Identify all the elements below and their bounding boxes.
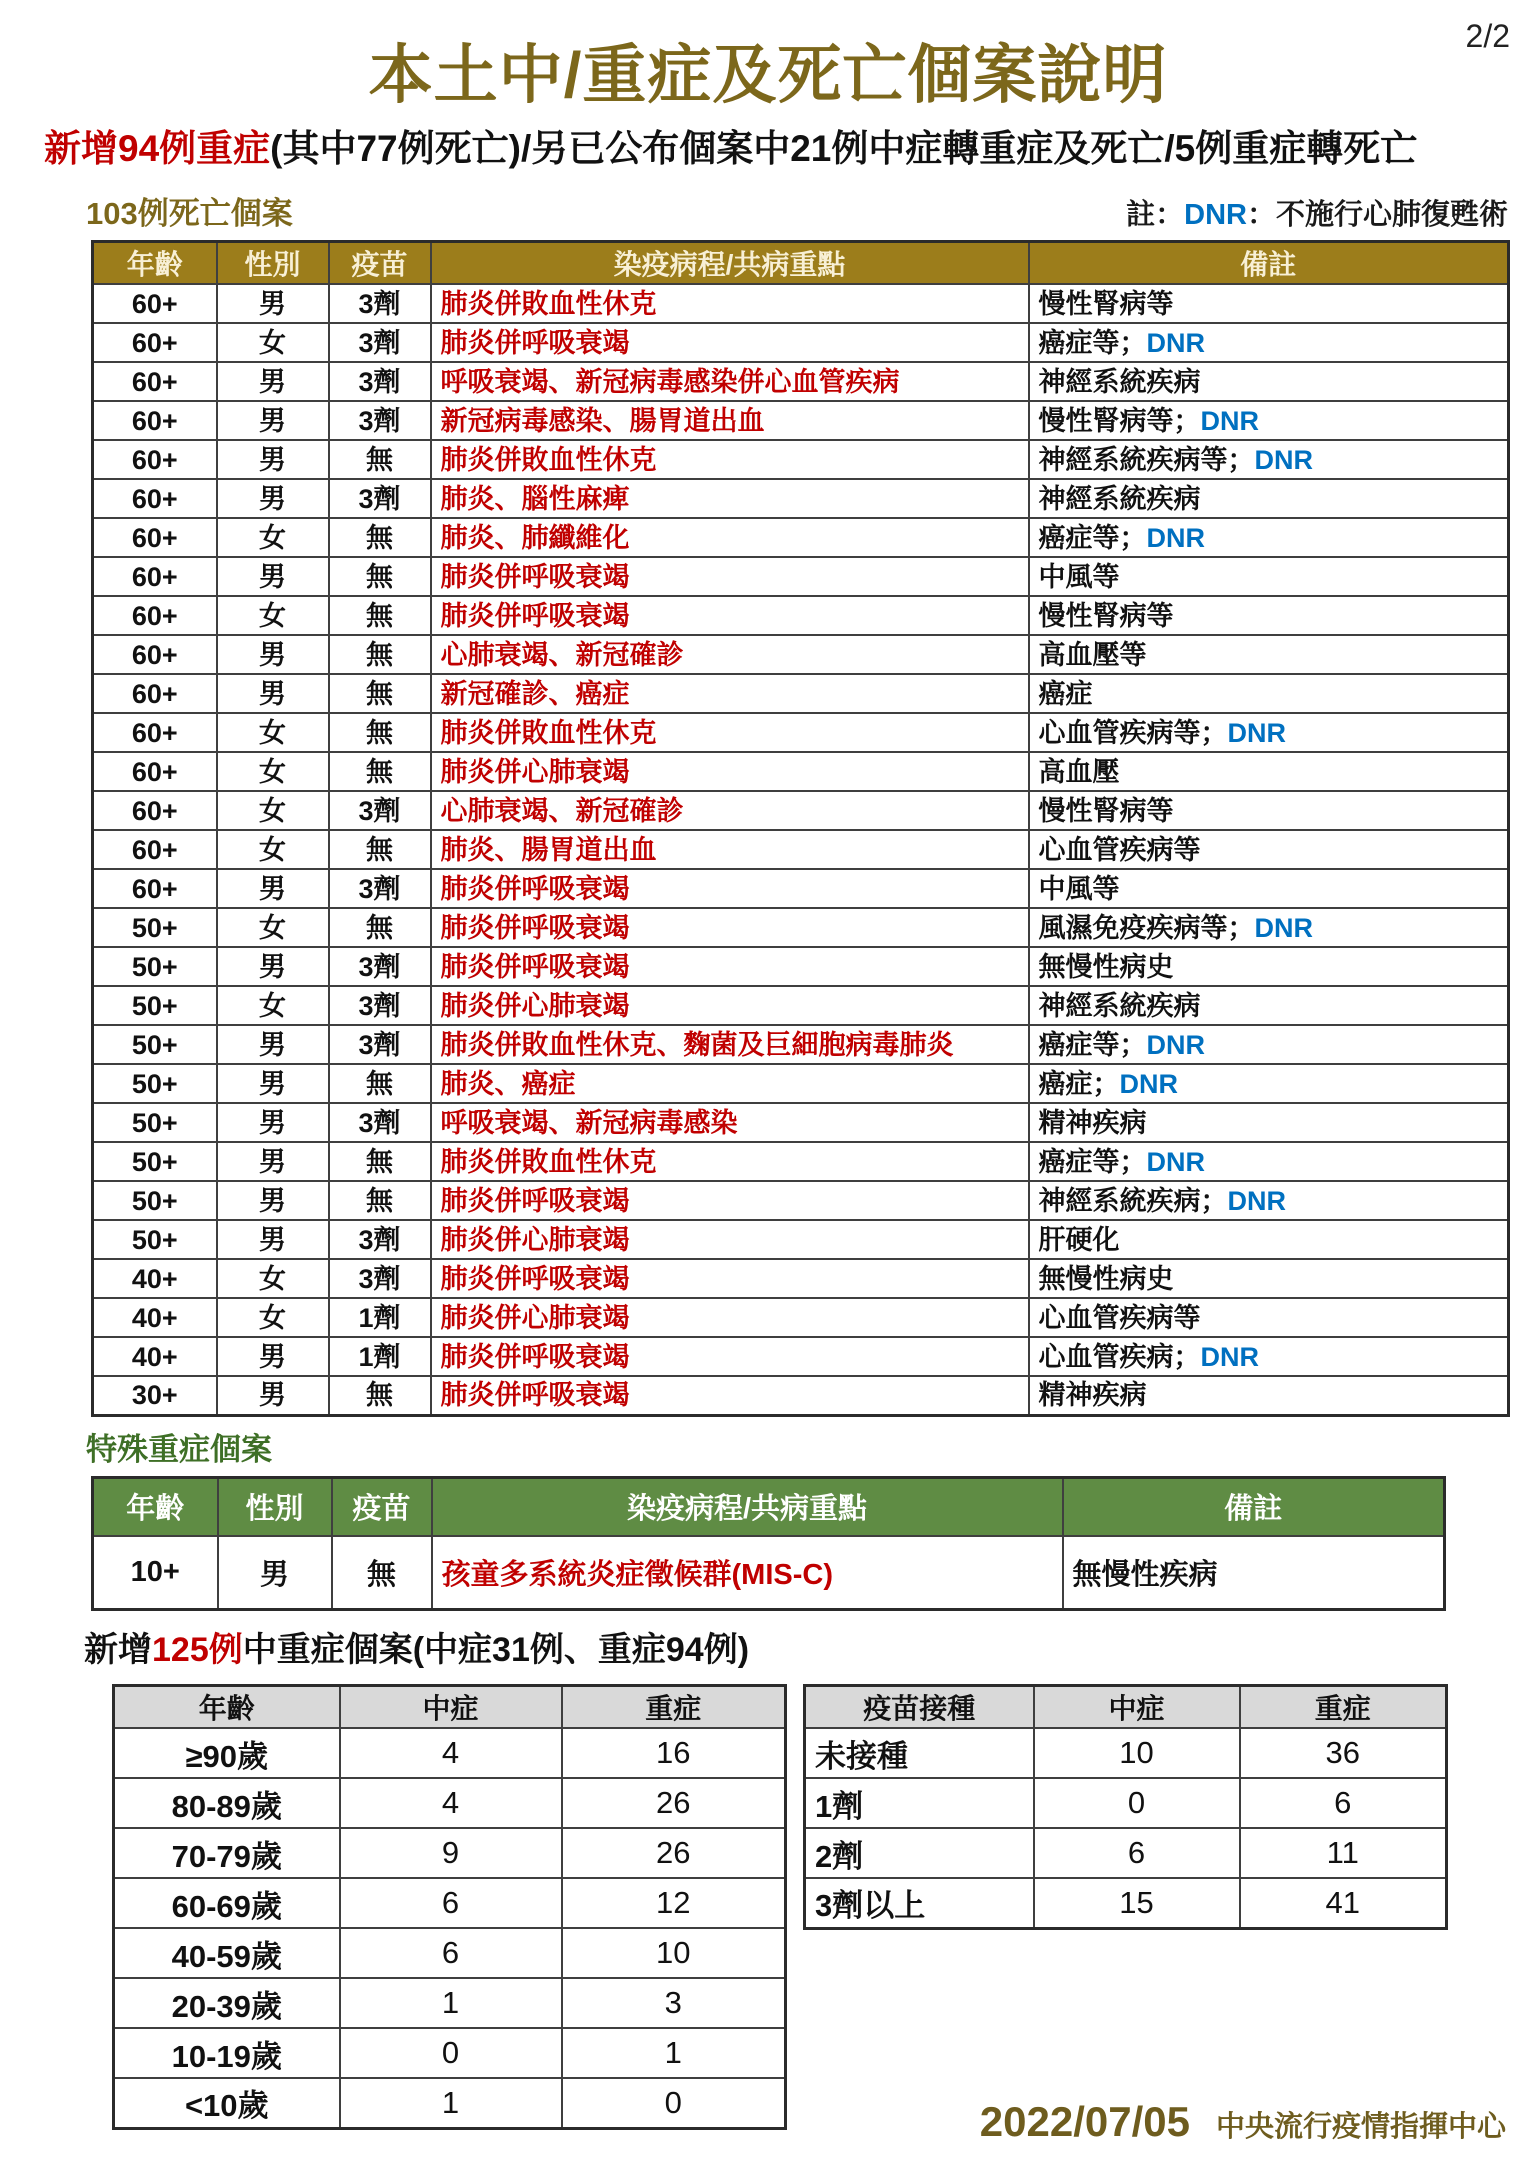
note-cell: 心血管疾病；DNR (1029, 1337, 1509, 1376)
sex-cell: 男 (217, 362, 329, 401)
sex-cell: 女 (217, 1298, 329, 1337)
age-table-row (114, 2078, 786, 2128)
death-col-note: 備註 (1029, 242, 1509, 285)
vaccine-status-cell: 未接種 (805, 1728, 1034, 1778)
vax-table-row (805, 1878, 1447, 1928)
note-cell: 慢性腎病等 (1029, 284, 1509, 323)
course-cell: 肺炎併敗血性休克 (431, 284, 1029, 323)
sex-cell: 男 (217, 674, 329, 713)
note-cell: 癌症；DNR (1029, 1064, 1509, 1103)
slide-title: 本土中/重症及死亡個案說明 (368, 39, 1168, 111)
vaccine-cell: 3劑 (329, 1220, 431, 1259)
note-cell: 無慢性病史 (1029, 1259, 1509, 1298)
note-cell: 無慢性疾病 (1063, 1536, 1445, 1610)
course-cell: 肺炎併呼吸衰竭 (431, 1259, 1029, 1298)
severe-count-cell: 26 (562, 1828, 786, 1878)
age-cell: 50+ (93, 1064, 217, 1103)
dnr-tag: DNR (1146, 1146, 1205, 1177)
moderate-count-cell: 6 (340, 1878, 562, 1928)
special-table-row (93, 1536, 1445, 1610)
course-cell: 呼吸衰竭、新冠病毒感染併心血管疾病 (431, 362, 1029, 401)
vaccine-cell: 無 (329, 596, 431, 635)
course-cell: 肺炎、腸胃道出血 (431, 830, 1029, 869)
vaccine-cell: 3劑 (329, 1025, 431, 1064)
age-group-cell: 20-39歲 (114, 1978, 340, 2028)
course-cell: 心肺衰竭、新冠確診 (431, 791, 1029, 830)
note-cell: 神經系統疾病等；DNR (1029, 440, 1509, 479)
sex-cell: 女 (217, 596, 329, 635)
page-number: 2/2 (1465, 18, 1510, 54)
subtitle (44, 118, 1504, 172)
vaccine-cell: 3劑 (329, 323, 431, 362)
note-cell: 高血壓 (1029, 752, 1509, 791)
note-cell: 神經系統疾病 (1029, 362, 1509, 401)
course-cell: 肺炎、肺纖維化 (431, 518, 1029, 557)
age-cell: 50+ (93, 947, 217, 986)
vaccine-cell: 3劑 (329, 1259, 431, 1298)
age-table-row (114, 2028, 786, 2078)
death-table-row (93, 1376, 1509, 1415)
course-cell: 肺炎、癌症 (431, 1064, 1029, 1103)
sex-cell: 男 (217, 479, 329, 518)
age-cell: 60+ (93, 635, 217, 674)
death-table-row (93, 986, 1509, 1025)
note-cell: 慢性腎病等；DNR (1029, 401, 1509, 440)
note-cell: 神經系統疾病 (1029, 479, 1509, 518)
vax-table-row (805, 1728, 1447, 1778)
note-cell: 慢性腎病等 (1029, 791, 1509, 830)
sex-cell: 男 (217, 1376, 329, 1415)
death-table-row (93, 791, 1509, 830)
age-cell: 30+ (93, 1376, 217, 1415)
death-table-row (93, 635, 1509, 674)
vaccine-cell: 無 (332, 1536, 432, 1610)
note-cell: 心血管疾病等 (1029, 830, 1509, 869)
vaccine-cell: 無 (329, 1142, 431, 1181)
age-col-age: 年齡 (114, 1686, 340, 1729)
course-cell: 新冠確診、癌症 (431, 674, 1029, 713)
moderate-count-cell: 4 (340, 1728, 562, 1778)
dnr-tag: DNR (1146, 327, 1205, 358)
age-cell: 60+ (93, 362, 217, 401)
severe-count-cell: 26 (562, 1778, 786, 1828)
severe-count-cell: 1 (562, 2028, 786, 2078)
severe-count-cell: 12 (562, 1878, 786, 1928)
age-group-cell: 40-59歲 (114, 1928, 340, 1978)
special-col-age: 年齡 (93, 1478, 218, 1536)
age-cell: 50+ (93, 1103, 217, 1142)
course-cell: 孩童多系統炎症徵候群(MIS-C) (432, 1536, 1063, 1610)
course-cell: 肺炎併呼吸衰竭 (431, 869, 1029, 908)
dnr-tag: DNR (1254, 912, 1313, 943)
dnr-tag: DNR (1146, 1029, 1205, 1060)
course-cell: 肺炎併呼吸衰竭 (431, 557, 1029, 596)
sex-cell: 男 (217, 1220, 329, 1259)
severe-count-cell: 16 (562, 1728, 786, 1778)
age-cell: 50+ (93, 1025, 217, 1064)
subtitle-rest: (其中77例死亡)/另已公布個案中21例中症轉重症及死亡/5例重症轉死亡 (270, 128, 1418, 169)
age-group-cell: 60-69歲 (114, 1878, 340, 1928)
dnr-tag: DNR (1119, 1068, 1178, 1099)
course-cell: 肺炎併呼吸衰竭 (431, 596, 1029, 635)
course-cell: 肺炎併敗血性休克 (431, 1142, 1029, 1181)
special-col-note: 備註 (1063, 1478, 1445, 1536)
special-section-heading: 特殊重症個案 (86, 1432, 272, 1467)
age-group-cell: ≥90歲 (114, 1728, 340, 1778)
death-col-sex: 性別 (217, 242, 329, 285)
course-cell: 心肺衰竭、新冠確診 (431, 635, 1029, 674)
sex-cell: 女 (217, 518, 329, 557)
vaccine-cell: 3劑 (329, 947, 431, 986)
age-table-row (114, 1828, 786, 1878)
death-table-row (93, 362, 1509, 401)
note-cell: 心血管疾病等 (1029, 1298, 1509, 1337)
vaccine-cell: 3劑 (329, 479, 431, 518)
sex-cell: 男 (217, 947, 329, 986)
vaccine-cell: 無 (329, 440, 431, 479)
vaccine-cell: 無 (329, 752, 431, 791)
age-cell: 50+ (93, 908, 217, 947)
special-severe-table (91, 1476, 1446, 1611)
age-cell: 60+ (93, 752, 217, 791)
age-cell: 50+ (93, 1220, 217, 1259)
note-cell: 肝硬化 (1029, 1220, 1509, 1259)
death-table-row (93, 479, 1509, 518)
death-table-row (93, 518, 1509, 557)
age-cell: 60+ (93, 479, 217, 518)
note-cell: 癌症等；DNR (1029, 1142, 1509, 1181)
vaccine-cell: 3劑 (329, 791, 431, 830)
age-cell: 60+ (93, 791, 217, 830)
age-cell: 60+ (93, 596, 217, 635)
age-cell: 60+ (93, 401, 217, 440)
dnr-tag: DNR (1146, 522, 1205, 553)
dnr-tag: DNR (1200, 405, 1259, 436)
age-cell: 50+ (93, 1181, 217, 1220)
course-cell: 肺炎併呼吸衰竭 (431, 947, 1029, 986)
age-cell: 60+ (93, 869, 217, 908)
vax-table-row (805, 1778, 1447, 1828)
vaccine-cell: 1劑 (329, 1298, 431, 1337)
vaccine-cell: 無 (329, 635, 431, 674)
age-table-row (114, 1778, 786, 1828)
sex-cell: 男 (217, 557, 329, 596)
age-group-cell: 70-79歲 (114, 1828, 340, 1878)
sex-cell: 男 (217, 440, 329, 479)
age-distribution-table (112, 1684, 787, 2130)
note-cell: 高血壓等 (1029, 635, 1509, 674)
moderate-count-cell: 10 (1034, 1728, 1240, 1778)
age-cell: 60+ (93, 674, 217, 713)
course-cell: 肺炎併敗血性休克、麴菌及巨細胞病毒肺炎 (431, 1025, 1029, 1064)
death-table-row (93, 596, 1509, 635)
course-cell: 肺炎併呼吸衰竭 (431, 1376, 1029, 1415)
death-table-row (93, 323, 1509, 362)
vax-col-status: 疫苗接種 (805, 1686, 1034, 1729)
sex-cell: 男 (217, 1064, 329, 1103)
vaccine-status-cell: 1劑 (805, 1778, 1034, 1828)
vaccine-cell: 3劑 (329, 284, 431, 323)
death-table-row (93, 284, 1509, 323)
age-cell: 10+ (93, 1536, 218, 1610)
vaccine-cell: 無 (329, 1376, 431, 1415)
death-col-age: 年齡 (93, 242, 217, 285)
age-group-cell: 10-19歲 (114, 2028, 340, 2078)
age-table-row (114, 1978, 786, 2028)
age-cell: 60+ (93, 713, 217, 752)
vaccine-cell: 3劑 (329, 869, 431, 908)
age-cell: 40+ (93, 1337, 217, 1376)
vaccine-cell: 3劑 (329, 1103, 431, 1142)
dnr-footnote-abbrev: DNR (1184, 199, 1247, 231)
age-cell: 60+ (93, 440, 217, 479)
sex-cell: 男 (217, 1025, 329, 1064)
note-cell: 慢性腎病等 (1029, 596, 1509, 635)
note-cell: 神經系統疾病 (1029, 986, 1509, 1025)
moderate-count-cell: 0 (340, 2028, 562, 2078)
death-table-row (93, 830, 1509, 869)
course-cell: 肺炎併敗血性休克 (431, 713, 1029, 752)
age-col-severe: 重症 (562, 1686, 786, 1729)
age-group-cell: 80-89歲 (114, 1778, 340, 1828)
age-table-header-row (114, 1686, 786, 1729)
sex-cell: 女 (217, 908, 329, 947)
severe-count-cell: 3 (562, 1978, 786, 2028)
note-cell: 癌症等；DNR (1029, 323, 1509, 362)
vaccine-cell: 3劑 (329, 362, 431, 401)
course-cell: 肺炎併呼吸衰竭 (431, 1337, 1029, 1376)
death-table-row (93, 557, 1509, 596)
age-cell: 60+ (93, 284, 217, 323)
age-cell: 60+ (93, 557, 217, 596)
dnr-footnote: 註：DNR：不施行心肺復甦術 (1126, 199, 1508, 231)
age-cell: 40+ (93, 1259, 217, 1298)
death-table-row (93, 1337, 1509, 1376)
death-table-row (93, 1025, 1509, 1064)
note-cell: 癌症等；DNR (1029, 518, 1509, 557)
age-cell: 60+ (93, 830, 217, 869)
vaccine-cell: 無 (329, 518, 431, 557)
death-table-row (93, 752, 1509, 791)
moderate-count-cell: 6 (340, 1928, 562, 1978)
death-table-row (93, 1142, 1509, 1181)
age-table-row (114, 1928, 786, 1978)
footer-organization: 中央流行疫情指揮中心 (1215, 2111, 1506, 2143)
dnr-tag: DNR (1227, 1185, 1286, 1216)
death-table-row (93, 674, 1509, 713)
moderate-count-cell: 1 (340, 1978, 562, 2028)
vaccine-status-cell: 3劑以上 (805, 1878, 1034, 1928)
footer (980, 2098, 1506, 2146)
course-cell: 肺炎併心肺衰竭 (431, 752, 1029, 791)
severe-count-cell: 10 (562, 1928, 786, 1978)
death-col-course: 染疫病程/共病重點 (431, 242, 1029, 285)
death-table-row (93, 1064, 1509, 1103)
course-cell: 肺炎併呼吸衰竭 (431, 1181, 1029, 1220)
sex-cell: 男 (217, 284, 329, 323)
course-cell: 肺炎併心肺衰竭 (431, 1220, 1029, 1259)
sex-cell: 男 (217, 401, 329, 440)
sex-cell: 女 (217, 830, 329, 869)
death-table-row (93, 401, 1509, 440)
sex-cell: 男 (217, 1103, 329, 1142)
special-table-header-row (93, 1478, 1445, 1536)
moderate-count-cell: 4 (340, 1778, 562, 1828)
note-cell: 癌症等；DNR (1029, 1025, 1509, 1064)
course-cell: 肺炎併敗血性休克 (431, 440, 1029, 479)
vaccination-distribution-table (803, 1684, 1448, 1930)
dnr-tag: DNR (1254, 444, 1313, 475)
vax-col-severe: 重症 (1240, 1686, 1447, 1729)
special-col-vaccine: 疫苗 (332, 1478, 432, 1536)
course-cell: 肺炎併心肺衰竭 (431, 986, 1029, 1025)
note-cell: 無慢性病史 (1029, 947, 1509, 986)
age-cell: 50+ (93, 1142, 217, 1181)
note-cell: 精神疾病 (1029, 1376, 1509, 1415)
death-table-header-row (93, 242, 1509, 285)
death-table-row (93, 713, 1509, 752)
death-table-row (93, 947, 1509, 986)
vaccine-cell: 3劑 (329, 401, 431, 440)
death-section-header-row (86, 188, 1508, 233)
dnr-tag: DNR (1200, 1341, 1259, 1372)
severe-count-cell: 11 (1240, 1828, 1447, 1878)
death-table-row (93, 440, 1509, 479)
moderate-count-cell: 0 (1034, 1778, 1240, 1828)
death-section-heading: 103例死亡個案 (86, 196, 293, 231)
death-table-row (93, 1298, 1509, 1337)
severe-count-cell: 41 (1240, 1878, 1447, 1928)
vaccine-cell: 1劑 (329, 1337, 431, 1376)
vaccine-cell: 無 (329, 674, 431, 713)
course-cell: 肺炎、腦性麻痺 (431, 479, 1029, 518)
course-cell: 新冠病毒感染、腸胃道出血 (431, 401, 1029, 440)
footer-date: 2022/07/05 (979, 2098, 1190, 2145)
vaccine-cell: 無 (329, 830, 431, 869)
moderate-count-cell: 6 (1034, 1828, 1240, 1878)
age-table-row (114, 1878, 786, 1928)
vaccine-cell: 無 (329, 713, 431, 752)
age-table-row (114, 1728, 786, 1778)
age-cell: 50+ (93, 986, 217, 1025)
vax-table-header-row (805, 1686, 1447, 1729)
moderate-heading-highlight: 125例 (152, 1631, 243, 1669)
moderate-count-cell: 9 (340, 1828, 562, 1878)
death-col-vaccine: 疫苗 (329, 242, 431, 285)
vaccine-status-cell: 2劑 (805, 1828, 1034, 1878)
vax-table-row (805, 1828, 1447, 1878)
moderate-count-cell: 1 (340, 2078, 562, 2128)
moderate-section-heading: 新增125例中重症個案(中症31例、重症94例) (84, 1631, 750, 1669)
note-cell: 風濕免疫疾病等；DNR (1029, 908, 1509, 947)
sex-cell: 男 (217, 1181, 329, 1220)
note-cell: 神經系統疾病；DNR (1029, 1181, 1509, 1220)
vaccine-cell: 無 (329, 1181, 431, 1220)
sex-cell: 女 (217, 323, 329, 362)
severe-count-cell: 0 (562, 2078, 786, 2128)
sex-cell: 女 (217, 752, 329, 791)
sex-cell: 男 (217, 1142, 329, 1181)
death-table-row (93, 1103, 1509, 1142)
moderate-count-cell: 15 (1034, 1878, 1240, 1928)
note-cell: 癌症 (1029, 674, 1509, 713)
sex-cell: 女 (217, 713, 329, 752)
course-cell: 肺炎併呼吸衰竭 (431, 908, 1029, 947)
death-table-row (93, 908, 1509, 947)
vax-col-moderate: 中症 (1034, 1686, 1240, 1729)
age-cell: 60+ (93, 323, 217, 362)
vaccine-cell: 無 (329, 557, 431, 596)
special-col-course: 染疫病程/共病重點 (432, 1478, 1063, 1536)
vaccine-cell: 無 (329, 908, 431, 947)
sex-cell: 女 (217, 1259, 329, 1298)
course-cell: 肺炎併心肺衰竭 (431, 1298, 1029, 1337)
subtitle-highlight: 新增94例重症 (44, 128, 271, 169)
sex-cell: 女 (217, 986, 329, 1025)
note-cell: 精神疾病 (1029, 1103, 1509, 1142)
note-cell: 心血管疾病等；DNR (1029, 713, 1509, 752)
vaccine-cell: 3劑 (329, 986, 431, 1025)
death-table-row (93, 1259, 1509, 1298)
sex-cell: 男 (217, 869, 329, 908)
note-cell: 中風等 (1029, 557, 1509, 596)
severe-count-cell: 36 (1240, 1728, 1447, 1778)
death-table-row (93, 1220, 1509, 1259)
course-cell: 呼吸衰竭、新冠病毒感染 (431, 1103, 1029, 1142)
age-cell: 60+ (93, 518, 217, 557)
sex-cell: 男 (217, 635, 329, 674)
death-table-row (93, 1181, 1509, 1220)
sex-cell: 男 (218, 1536, 332, 1610)
age-cell: 40+ (93, 1298, 217, 1337)
severe-count-cell: 6 (1240, 1778, 1447, 1828)
age-group-cell: <10歲 (114, 2078, 340, 2128)
special-col-sex: 性別 (218, 1478, 332, 1536)
course-cell: 肺炎併呼吸衰竭 (431, 323, 1029, 362)
death-cases-table (91, 240, 1510, 1417)
death-table-row (93, 869, 1509, 908)
age-col-moderate: 中症 (340, 1686, 562, 1729)
vaccine-cell: 無 (329, 1064, 431, 1103)
sex-cell: 女 (217, 791, 329, 830)
sex-cell: 男 (217, 1337, 329, 1376)
note-cell: 中風等 (1029, 869, 1509, 908)
dnr-tag: DNR (1227, 717, 1286, 748)
